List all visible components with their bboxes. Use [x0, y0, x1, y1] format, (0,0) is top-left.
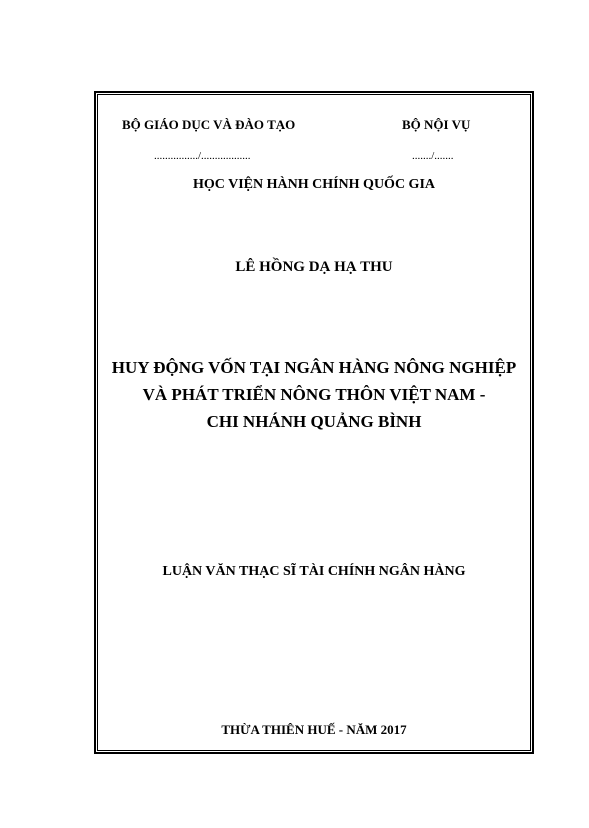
degree-type: LUẬN VĂN THẠC SĨ TÀI CHÍNH NGÂN HÀNG	[162, 564, 466, 579]
ministry-home-affairs: BỘ NỘI VỤ	[402, 117, 471, 132]
thesis-title-line-1: HUY ĐỘNG VỐN TẠI NGÂN HÀNG NÔNG NGHIỆP	[111, 358, 517, 377]
thesis-title	[94, 354, 534, 435]
author-name: LÊ HỒNG DẠ HẠ THU	[235, 259, 393, 275]
thesis-title-line-3: CHI NHÁNH QUẢNG BÌNH	[206, 412, 422, 431]
thesis-title-line-2: VÀ PHÁT TRIỂN NÔNG THÔN VIỆT NAM -	[142, 385, 486, 404]
place-and-year: THỪA THIÊN HUẾ - NĂM 2017	[221, 722, 407, 737]
document-number-right: ......./.......	[412, 150, 454, 162]
document-number-left: ................/..................	[154, 150, 251, 162]
academy-name: HỌC VIỆN HÀNH CHÍNH QUỐC GIA	[192, 177, 436, 192]
ministry-education: BỘ GIÁO DỤC VÀ ĐÀO TẠO	[122, 117, 296, 132]
